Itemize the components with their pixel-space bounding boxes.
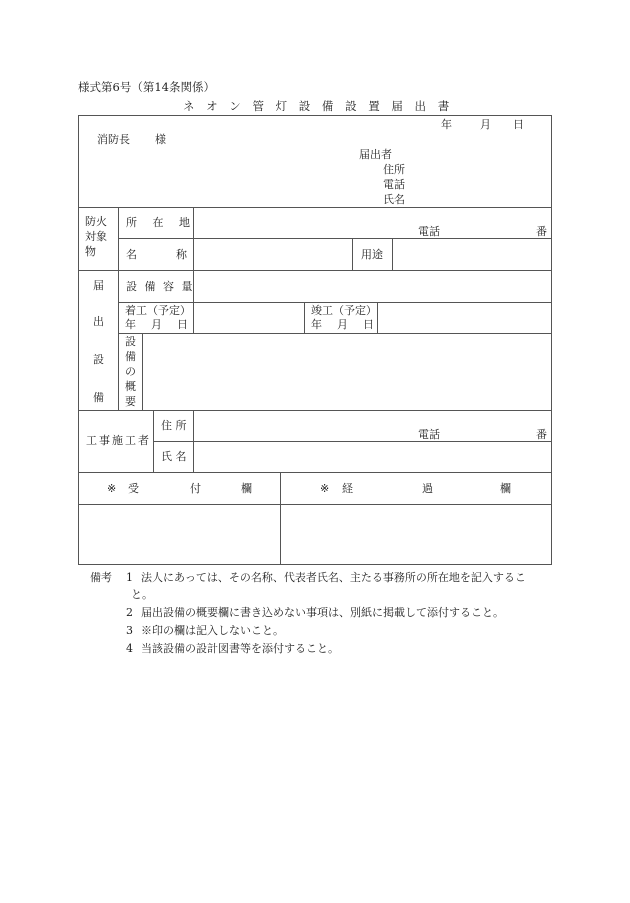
note-1-cont: と。: [131, 588, 153, 601]
contractor-name-label: 氏 名: [161, 450, 187, 463]
complete-label: 竣工（予定）: [311, 304, 377, 317]
fire-target-line2: 対象: [85, 230, 107, 243]
contractor-number-suffix: 番: [536, 428, 547, 441]
date-day: 日: [513, 118, 524, 131]
summary-char-4: 概: [125, 380, 136, 393]
form-title: ネ オ ン 管 灯 設 備 設 置 届 出 書: [183, 99, 454, 113]
contractor-label: 工事施工者: [86, 434, 151, 447]
notes-label: 備考: [90, 571, 112, 584]
summary-char-5: 要: [125, 395, 136, 408]
progress-char-3: 欄: [500, 482, 511, 495]
applicant-name-label: 氏名: [383, 193, 405, 206]
note-3-num: 3: [126, 624, 133, 637]
reception-char-1: 受: [128, 482, 139, 495]
fire-target-line1: 防火: [85, 215, 107, 228]
location-label: 所 在 地: [126, 216, 196, 229]
note-1-num: 1: [126, 571, 133, 584]
reception-mark: ※: [107, 482, 117, 495]
summary-char-1: 設: [125, 335, 136, 348]
date-month: 月: [480, 118, 491, 131]
note-3-text: ※印の欄は記入しないこと。: [141, 624, 284, 637]
equipment-group-char-4: 備: [93, 391, 104, 404]
location-number-suffix: 番: [536, 225, 547, 238]
location-phone-label: 電話: [418, 225, 440, 238]
note-1-text: 法人にあっては、その名称、代表者氏名、主たる事務所の所在地を記入するこ: [141, 571, 526, 584]
summary-char-2: 備: [125, 350, 136, 363]
applicant-phone-label: 電話: [383, 178, 405, 191]
progress-mark: ※: [320, 482, 330, 495]
applicant-label: 届出者: [359, 148, 392, 161]
name-label-1: 名: [126, 248, 137, 261]
usage-label: 用途: [361, 248, 383, 261]
note-2-num: 2: [126, 606, 133, 619]
complete-date: 年 月 日: [311, 318, 376, 331]
equipment-group-char-1: 届: [93, 279, 104, 292]
note-4-num: 4: [126, 642, 133, 655]
date-year: 年: [441, 118, 452, 131]
equipment-group-char-3: 設: [93, 353, 104, 366]
fire-target-line3: 物: [85, 245, 96, 258]
applicant-address-label: 住所: [383, 163, 405, 176]
capacity-label: 設 備 容 量: [126, 280, 195, 293]
reception-char-3: 欄: [241, 482, 252, 495]
form-table: [78, 115, 552, 565]
summary-char-3: の: [125, 365, 136, 378]
start-label: 着工（予定）: [125, 304, 191, 317]
start-date: 年 月 日: [125, 318, 190, 331]
name-label-2: 称: [176, 248, 187, 261]
contractor-phone-label: 電話: [418, 428, 440, 441]
reception-char-2: 付: [190, 482, 201, 495]
note-4-text: 当該設備の設計図書等を添付すること。: [141, 642, 339, 655]
form-reference: 様式第6号（第14条関係）: [78, 80, 215, 94]
addressee-honorific: 様: [155, 133, 166, 146]
note-2-text: 届出設備の概要欄に書き込めない事項は、別紙に掲載して添付すること。: [141, 606, 504, 619]
addressee-name: 消防長: [97, 133, 130, 146]
contractor-address-label: 住 所: [161, 419, 187, 432]
progress-char-2: 過: [422, 482, 433, 495]
progress-char-1: 経: [342, 482, 353, 495]
equipment-group-char-2: 出: [93, 315, 104, 328]
